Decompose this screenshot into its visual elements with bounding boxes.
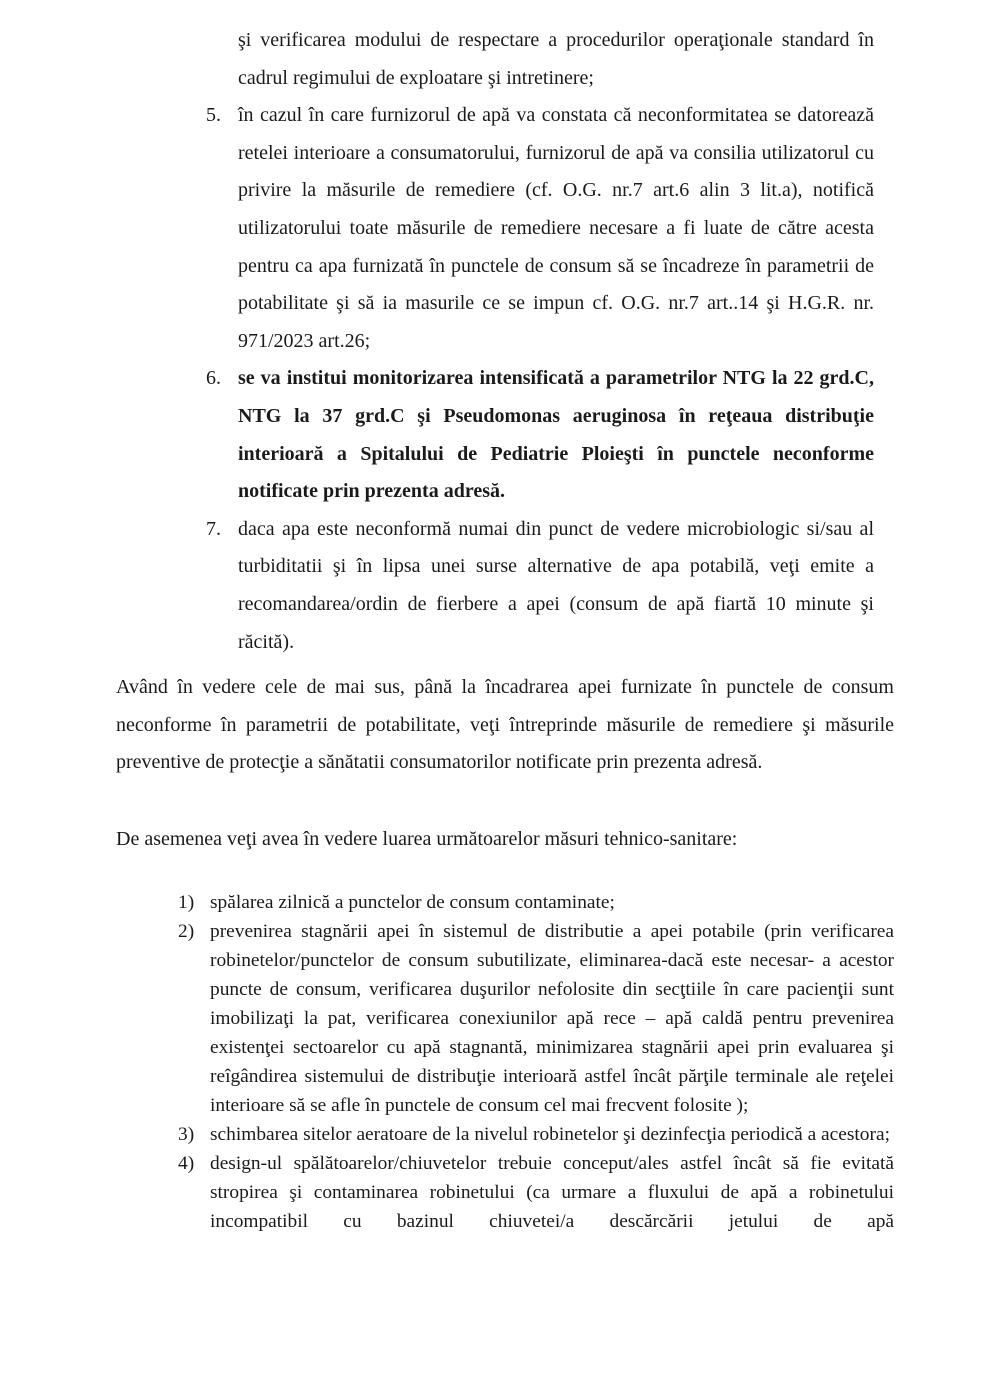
measure-item-4 bbox=[170, 1149, 894, 1236]
list-item-text: se va institui monitorizarea intensificată a parametrilor NTG la 22 grd.C, NTG la 37 grd.C şi Pseudomonas aeruginosa în reţeaua distribuţie interioară a Spitalului de Pediatrie Ploieşti în punctele neconforme notificate prin prezenta adresă. bbox=[238, 367, 874, 503]
list-item-number: 6. bbox=[206, 367, 221, 390]
list-item-text: daca apa este neconformă numai din punct de vedere microbiologic si/sau al turbiditatii şi în lipsa unei surse alternative de apa potabilă, veţi emite a recomandarea/ordin de fierbere a apei (consum de apă fiartă 10 minute şi răcită). bbox=[238, 517, 874, 653]
list-item-number: 2) bbox=[178, 921, 195, 942]
list-item-text: prevenirea stagnării apei în sistemul de distributie a apei potabile (prin verificarea robinetelor/punctelor de consum subutilizate, eliminarea-dacă este necesar- a acestor puncte de consum, verificarea duşurilor nefolosite din secţtiile în care pacienţii sunt imobilizaţi la pat, verificarea conexiunilor apă rece – apă caldă pentru prevenirea existenţei sectoarelor cu apă stagnantă, minimizarea stagnării apei prin evaluarea şi reîgândirea sistemului de distribuţie interioară astfel încât părţile terminale ale reţelei interioare să se afle în punctele de consum cel mai frecvent folosite ); bbox=[210, 921, 894, 1116]
list-item-5 bbox=[200, 97, 874, 360]
list-item-number: 3) bbox=[178, 1124, 195, 1145]
list-item-continuation bbox=[200, 22, 874, 97]
list-item-number: 4) bbox=[178, 1153, 195, 1174]
list-item-text: şi verificarea modului de respectare a procedurilor operaţionale standard în cadrul regimului de exploatare şi intretinere; bbox=[238, 29, 874, 89]
list-item-text: design-ul spălătoarelor/chiuvetelor trebuie conceput/ales astfel încât să fie evitată stropirea şi contaminarea robinetului (ca urmare a fluxului de apă a robinetului incompatibil cu bazinul chiuvetei/a descărcării jetului de apă bbox=[210, 1153, 894, 1232]
list-item-number: 1) bbox=[178, 892, 195, 913]
paragraph-avand-in-vedere: Având în vedere cele de mai sus, până la încadrarea apei furnizate în punctele de consum neconforme în parametrii de potabilitate, veţi întreprinde măsurile de remediere şi măsurile preventive de protecţie a sănătatii consumatorilor notificate prin prezenta adresă. bbox=[116, 676, 894, 774]
list-item-number: 5. bbox=[206, 104, 221, 127]
list-item-text: în cazul în care furnizorul de apă va constata că neconformitatea se datorează retelei interioare a consumatorului, furnizorul de apă va consilia utilizatorul cu privire la măsurile de remediere (cf. O.G. nr.7 art.6 alin 3 lit.a), notifică utilizatorului toate măsurile de remediere necesare a fi luate de către acesta pentru ca apa furnizată în punctele de consum să se încadreze în parametrii de potabilitate şi să ia masurile ce se impun cf. O.G. nr.7 art..14 şi H.G.R. nr. 971/2023 art.26; bbox=[238, 104, 874, 352]
measure-item-1 bbox=[170, 888, 894, 917]
list-item-6 bbox=[200, 360, 874, 510]
measure-item-3 bbox=[170, 1120, 894, 1149]
measure-item-2 bbox=[170, 917, 894, 1120]
list-item-7 bbox=[200, 511, 874, 661]
measures-list-numbered bbox=[200, 22, 874, 661]
list-item-text: spălarea zilnică a punctelor de consum contaminate; bbox=[210, 892, 615, 913]
list-item-number: 7. bbox=[206, 517, 221, 540]
list-item-text: schimbarea sitelor aeratoare de la nivelul robinetelor şi dezinfecţia periodică a acestora; bbox=[210, 1124, 890, 1145]
paragraph-de-asemenea: De asemenea veţi avea în vedere luarea următoarelor măsuri tehnico-sanitare: bbox=[116, 828, 738, 850]
technical-sanitary-measures-list bbox=[170, 888, 894, 1236]
